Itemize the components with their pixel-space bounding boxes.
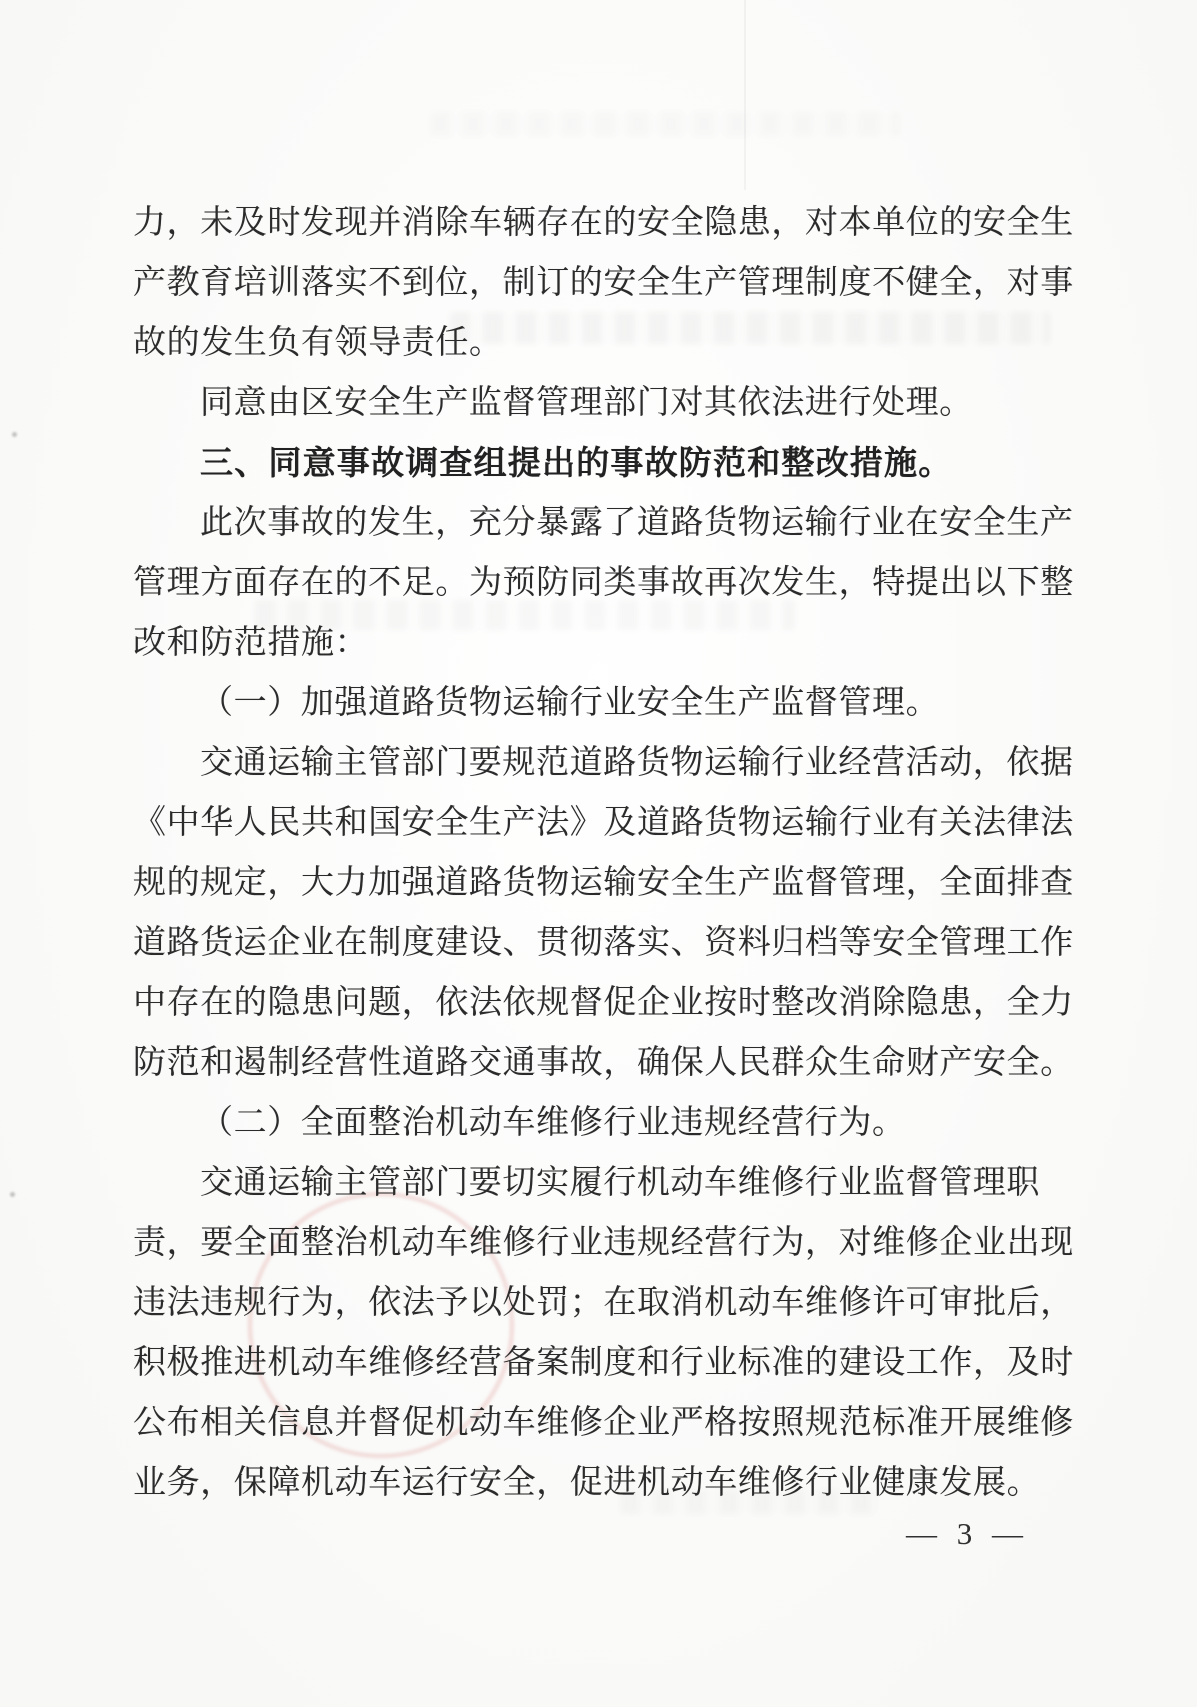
- text-line: 改和防范措施：: [133, 625, 369, 661]
- text-line: 交通运输主管部门要切实履行机动车维修行业监督管理职: [200, 1165, 1040, 1201]
- document-body: [133, 193, 1075, 1513]
- scan-speck: [12, 432, 17, 437]
- scan-speck: [10, 1192, 15, 1197]
- text-line: 产教育培训落实不到位，制订的安全生产管理制度不健全，对事: [133, 265, 1074, 301]
- subsection-heading: （一）加强道路货物运输行业安全生产监督管理。: [200, 685, 940, 721]
- text-line: 故的发生负有领导责任。: [133, 325, 503, 361]
- page-number: — 3 —: [906, 1516, 1029, 1551]
- subsection-heading: （二）全面整治机动车维修行业违规经营行为。: [200, 1105, 906, 1141]
- text-line: 《中华人民共和国安全生产法》及道路货物运输行业有关法律法: [133, 805, 1074, 841]
- text-line: 道路货运企业在制度建设、贯彻落实、资料归档等安全管理工作: [133, 925, 1074, 961]
- text-line: 业务，保障机动车运行安全，促进机动车维修行业健康发展。: [133, 1465, 1041, 1501]
- text-line: 此次事故的发生，充分暴露了道路货物运输行业在安全生产: [200, 505, 1074, 541]
- text-line: 积极推进机动车维修经营备案制度和行业标准的建设工作，及时: [133, 1345, 1074, 1381]
- section-heading: 三、同意事故调查组提出的事故防范和整改措施。: [200, 444, 953, 481]
- text-line: 规的规定，大力加强道路货物运输安全生产监督管理，全面排查: [133, 865, 1074, 901]
- text-line: 责，要全面整治机动车维修行业违规经营行为，对维修企业出现: [133, 1225, 1074, 1261]
- text-line: 同意由区安全生产监督管理部门对其依法进行处理。: [200, 385, 973, 421]
- text-line: 管理方面存在的不足。为预防同类事故再次发生，特提出以下整: [133, 565, 1074, 601]
- bleedthrough-smudge: [430, 112, 900, 136]
- text-line: 力，未及时发现并消除车辆存在的安全隐患，对本单位的安全生: [133, 205, 1074, 241]
- text-line: 公布相关信息并督促机动车维修企业严格按照规范标准开展维修: [133, 1405, 1074, 1441]
- text-line: 防范和遏制经营性道路交通事故，确保人民群众生命财产安全。: [133, 1045, 1074, 1081]
- scan-crease-line: [744, 0, 746, 190]
- text-line: 违法违规行为，依法予以处罚；在取消机动车维修许可审批后，: [133, 1285, 1074, 1321]
- text-line: 中存在的隐患问题，依法依规督促企业按时整改消除隐患，全力: [133, 985, 1074, 1021]
- text-line: 交通运输主管部门要规范道路货物运输行业经营活动，依据: [200, 745, 1074, 781]
